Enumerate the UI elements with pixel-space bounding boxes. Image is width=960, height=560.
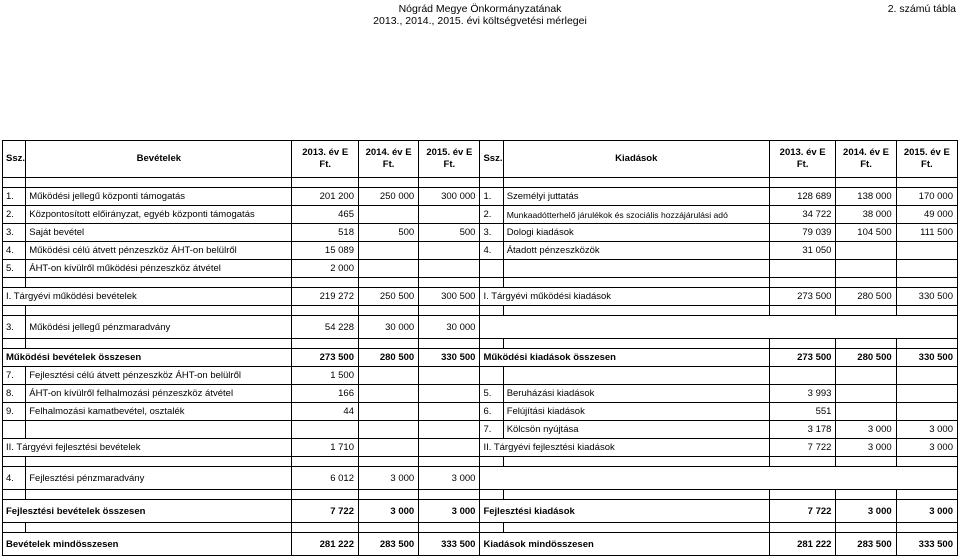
row-number: 2. [480,206,503,224]
value-2014 [358,421,418,439]
value-2014: 250 000 [358,188,418,206]
value-2013: 281 222 [292,533,359,556]
row-label [26,421,292,439]
row-label: Személyi juttatás [503,188,769,206]
col-2014-right: 2014. év E Ft. [836,141,896,178]
report-subtitle: 2013., 2014., 2015. évi költségvetési mérlegei [373,15,587,27]
row-number [480,260,503,278]
table-row [3,260,958,278]
row-label: Fejlesztési pénzmaradvány [26,467,292,490]
row-number: 7. [480,421,503,439]
total-label: Működési kiadások összesen [480,349,769,367]
spacer-row [3,490,958,500]
col-2014-left: 2014. év E Ft. [358,141,418,178]
value-2015 [419,439,480,457]
value-2013: 7 722 [769,439,836,457]
value-2015: 170 000 [896,188,957,206]
value-2015: 3 000 [896,500,957,523]
row-number: 5. [3,260,26,278]
row-label: Fejlesztési célú átvett pénzeszköz ÁHT-on belülről [26,367,292,385]
header-row [3,141,958,178]
row-label: Működési jellegű központi támogatás [26,188,292,206]
row-label: Beruházási kiadások [503,385,769,403]
value-2014: 500 [358,224,418,242]
row-number: 3. [480,224,503,242]
row-label: Felhalmozási kamatbevétel, osztalék [26,403,292,421]
total-row [3,349,958,367]
value-2013: 219 272 [292,288,359,306]
row-label: Átadott pénzeszközök [503,242,769,260]
table-number-label: 2. számú tábla [887,3,956,15]
value-2015: 333 500 [896,533,957,556]
value-2013: 281 222 [769,533,836,556]
row-label: ÁHT-on kívülről felhalmozási pénzeszköz átvétel [26,385,292,403]
row-number: 1. [3,188,26,206]
value-2014: 3 000 [358,500,418,523]
value-2013: 273 500 [292,349,359,367]
value-2015: 49 000 [896,206,957,224]
value-2014 [836,242,896,260]
value-2014: 138 000 [836,188,896,206]
spacer-row [3,178,958,188]
table-row [3,242,958,260]
report-title: Nógrád Megye Önkormányzatának [398,3,562,15]
value-2014: 30 000 [358,316,418,339]
row-label: Kölcsön nyújtása [503,421,769,439]
value-2014 [836,367,896,385]
row-number: 2. [3,206,26,224]
value-2013: 465 [292,206,359,224]
value-2013: 54 228 [292,316,359,339]
value-2013: 3 993 [769,385,836,403]
col-2013-right: 2013. év E Ft. [769,141,836,178]
empty-cell [480,316,958,339]
value-2014: 3 000 [836,500,896,523]
value-2013 [769,367,836,385]
row-number: 3. [3,224,26,242]
table-row [3,206,958,224]
value-2015: 300 500 [419,288,480,306]
spacer-row [3,339,958,349]
budget-balance-table [2,140,958,556]
table-row [3,421,958,439]
value-2014 [836,385,896,403]
value-2013: 44 [292,403,359,421]
row-number: 9. [3,403,26,421]
row-label: Saját bevétel [26,224,292,242]
value-2013 [769,260,836,278]
value-2014: 283 500 [358,533,418,556]
value-2014 [358,367,418,385]
value-2015: 111 500 [896,224,957,242]
spacer-row [3,457,958,467]
value-2015: 500 [419,224,480,242]
row-label: Dologi kiadások [503,224,769,242]
total-label: Fejlesztési bevételek összesen [3,500,292,523]
value-2015: 3 000 [896,439,957,457]
value-2015: 3 000 [896,421,957,439]
value-2013: 6 012 [292,467,359,490]
value-2013: 79 039 [769,224,836,242]
grand-total-label: Bevételek mindösszesen [3,533,292,556]
value-2014: 250 500 [358,288,418,306]
total-label: Működési bevételek összesen [3,349,292,367]
value-2015 [419,367,480,385]
value-2014: 3 000 [836,439,896,457]
value-2014: 3 000 [358,467,418,490]
value-2015 [419,421,480,439]
col-kiadasok: Kiadások [503,141,769,178]
value-2014 [358,206,418,224]
spacer-row [3,523,958,533]
row-label [503,367,769,385]
row-number: 3. [3,316,26,339]
subtotal-row [3,439,958,457]
col-2015-left: 2015. év E Ft. [419,141,480,178]
table-row [3,467,958,490]
row-number: 4. [3,467,26,490]
value-2013 [292,421,359,439]
subtotal-row [3,288,958,306]
spacer-row [3,306,958,316]
value-2013: 273 500 [769,288,836,306]
value-2015: 3 000 [419,467,480,490]
value-2014 [358,242,418,260]
row-number: 8. [3,385,26,403]
value-2013: 201 200 [292,188,359,206]
value-2013: 1 710 [292,439,359,457]
table-row [3,224,958,242]
value-2015: 300 000 [419,188,480,206]
value-2015 [419,206,480,224]
value-2015 [896,242,957,260]
grand-total-row [3,533,958,556]
value-2013: 166 [292,385,359,403]
value-2014: 38 000 [836,206,896,224]
row-label: Működési célú átvett pénzeszköz ÁHT-on belülről [26,242,292,260]
value-2014: 3 000 [836,421,896,439]
table-row [3,403,958,421]
value-2015 [896,367,957,385]
value-2014 [358,260,418,278]
row-number: 4. [480,242,503,260]
value-2013: 2 000 [292,260,359,278]
table-row [3,367,958,385]
value-2015 [896,403,957,421]
subtotal-label: II. Tárgyévi fejlesztési kiadások [480,439,769,457]
value-2014 [358,385,418,403]
table-row [3,385,958,403]
total-label: Fejlesztési kiadások [480,500,769,523]
value-2014 [836,260,896,278]
value-2014: 280 500 [836,349,896,367]
row-label: Központosított előirányzat, egyéb központi támogatás [26,206,292,224]
empty-cell [480,467,958,490]
value-2015: 3 000 [419,500,480,523]
value-2014 [358,403,418,421]
col-bevetelek: Bevételek [26,141,292,178]
col-2015-right: 2015. év E Ft. [896,141,957,178]
value-2013: 31 050 [769,242,836,260]
report-header [0,0,960,40]
value-2013: 1 500 [292,367,359,385]
subtotal-label: II. Tárgyévi fejlesztési bevételek [3,439,292,457]
row-label [503,260,769,278]
value-2015 [419,260,480,278]
value-2015 [419,242,480,260]
value-2014 [836,403,896,421]
value-2013: 518 [292,224,359,242]
row-number: 5. [480,385,503,403]
value-2013: 7 722 [769,500,836,523]
value-2015: 30 000 [419,316,480,339]
value-2014: 283 500 [836,533,896,556]
value-2013: 273 500 [769,349,836,367]
col-ssz-right: Ssz. [480,141,503,178]
value-2013: 551 [769,403,836,421]
col-2013-left: 2013. év E Ft. [292,141,359,178]
value-2013: 7 722 [292,500,359,523]
row-number [480,367,503,385]
row-number: 6. [480,403,503,421]
value-2014: 104 500 [836,224,896,242]
value-2013: 34 722 [769,206,836,224]
row-number: 4. [3,242,26,260]
value-2015 [419,385,480,403]
col-ssz-left: Ssz. [3,141,26,178]
value-2015: 330 500 [419,349,480,367]
value-2015: 330 500 [896,349,957,367]
value-2015: 333 500 [419,533,480,556]
value-2015 [419,403,480,421]
value-2015 [896,385,957,403]
value-2013: 128 689 [769,188,836,206]
table-row [3,316,958,339]
row-number: 7. [3,367,26,385]
value-2015 [896,260,957,278]
row-number: 1. [480,188,503,206]
value-2013: 3 178 [769,421,836,439]
value-2014: 280 500 [358,349,418,367]
row-label: Működési jellegű pénzmaradvány [26,316,292,339]
grand-total-label: Kiadások mindösszesen [480,533,769,556]
value-2014: 280 500 [836,288,896,306]
row-number [3,421,26,439]
total-row [3,500,958,523]
subtotal-label: I. Tárgyévi működési kiadások [480,288,769,306]
spacer-row [3,278,958,288]
row-label: Munkaadótterhelő járulékok és szociális hozzájárulási adó [503,206,769,224]
value-2015: 330 500 [896,288,957,306]
subtotal-label: I. Tárgyévi működési bevételek [3,288,292,306]
row-label: ÁHT-on kívülről működési pénzeszköz átvétel [26,260,292,278]
row-label: Felújítási kiadások [503,403,769,421]
value-2013: 15 089 [292,242,359,260]
table-row [3,188,958,206]
value-2014 [358,439,418,457]
